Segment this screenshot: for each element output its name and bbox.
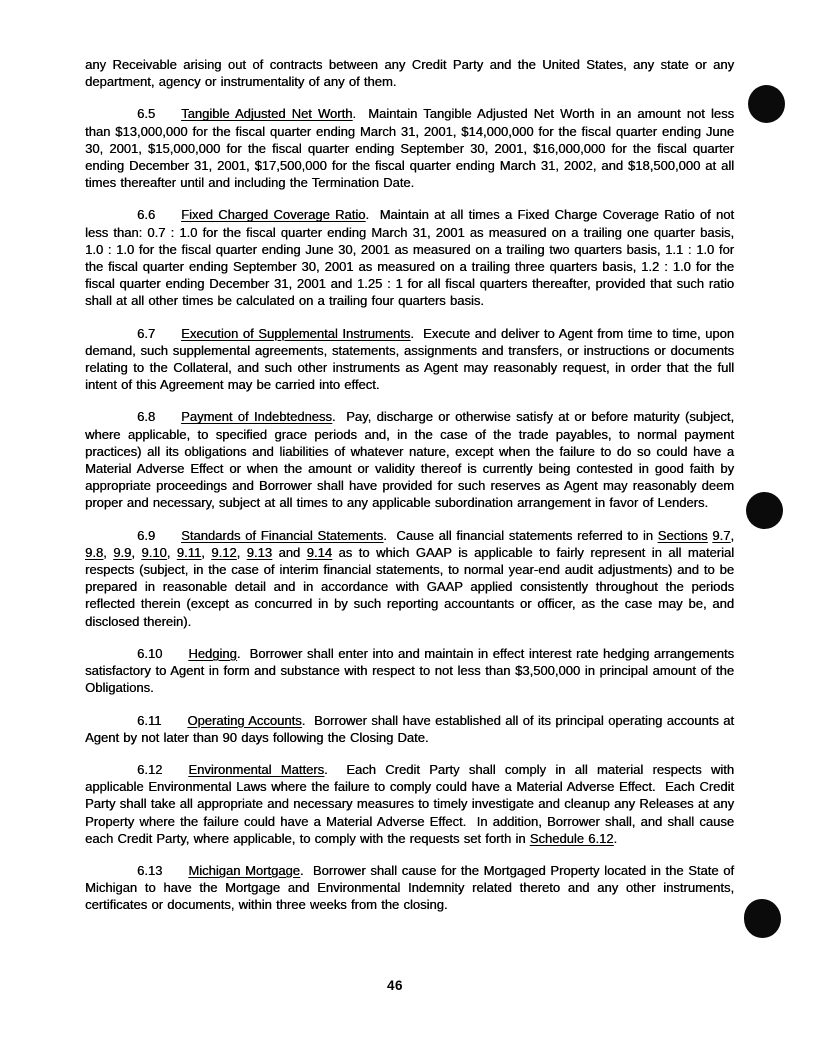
section-body [85,863,734,912]
body-text: . Each Credit Party shall comply in all material respects with applicable Environmental Laws where the failure to comply could have a Material Adverse Effect. Each Credit Party shall take all appropriate and necessary measures to timely investigate and cleanup any Releases at any Property where the failure could have a Material Adverse Effect. In addition, Borrower shall, and shall cause each Credit Party, where applicable, to comply with the requests set forth in [85,761,734,846]
section-heading: Michigan Mortgage [188,862,300,878]
body-text: , [201,544,212,560]
body-text: . Borrower shall cause for the Mortgaged Property located in the State of Michigan to have the Mortgage and Environmental Indemnity related thereto and any other instruments, certificates or documents, within three weeks from the closing. [85,862,734,913]
hole-punch-mark-top [748,85,785,123]
underlined-reference: 9.14 [306,544,332,560]
section-body [85,409,734,510]
section-heading: Standards of Financial Statements [181,527,384,543]
section-number: 6.12 [137,761,163,777]
body-text: and [271,544,307,560]
section-6-7 [85,325,734,394]
hole-punch-mark-bottom [744,899,781,938]
section-number: 6.7 [137,325,156,341]
underlined-reference: Schedule 6.12 [529,830,614,846]
section-heading: Environmental Matters [188,761,325,777]
body-text: . Maintain at all times a Fixed Charge Coverage Ratio of not less than: 0.7 : 1.0 for the fiscal quarter ending March 31, 2001 as measured on a trailing one quarter basis, 1.0 : 1.0 for the fiscal quarter ending June 30, 2001 as measured on a trailing two quarters basis, 1.1 : 1.0 for the fiscal quarter ending September 30, 2001 as measured on a trailing three quarters basis, 1.2 : 1.0 for the fiscal quarter ending December 31, 2001 and 1.25 : 1 for all fiscal quarters thereafter, provided that such ratio shall at all other times be calculated on a trailing four quarters basis. [85,207,734,309]
body-text: , [103,544,114,560]
document-body [85,56,734,929]
section-heading: Execution of Supplemental Instruments [181,325,411,341]
underlined-reference: Sections [657,527,708,543]
underlined-reference: 9.9 [113,544,132,560]
section-6-10 [85,645,734,697]
section-number: 6.11 [137,712,162,728]
body-text: . Borrower shall have established all of its principal operating accounts at Agent by not later than 90 days following the Closing Date. [85,712,734,745]
section-body [85,207,734,308]
body-text: . Execute and deliver to Agent from time to time, upon demand, such supplemental agreements, statements, assignments and transfers, or instructions or documents relating to the Collateral, and such other instruments as Agent may reasonably request, in order that the full intent of this Agreement may be carried into effect. [85,325,734,393]
body-text: . Maintain Tangible Adjusted Net Worth in an amount not less than $13,000,000 for the fiscal quarter ending March 31, 2001, $14,000,000 for the fiscal quarter ending June 30, 2001, $15,000,000 for the fiscal quarter ending September 30, 2001, $16,000,000 for the fiscal quarter ending December 31, 2001, $17,500,000 for the fiscal quarter ending March 31, 2002, and $18,500,000 at all times thereafter until and including the Termination Date. [85,106,734,191]
section-6-11 [85,712,734,746]
underlined-reference: 9.11 [176,544,202,560]
intro-paragraph: any Receivable arising out of contracts between any Credit Party and the United States, any state or any department, agency or instrumentality of any of them. [85,57,734,90]
section-number: 6.9 [137,527,156,543]
underlined-reference: 9.10 [141,544,167,560]
body-text: . Borrower shall enter into and maintain in effect interest rate hedging arrangements satisfactory to Agent in form and substance with respect to not less than $3,500,000 in principal amount of the Obligations. [85,645,734,696]
section-6-12 [85,761,734,847]
underlined-reference: 9.7 [712,527,731,543]
section-heading: Tangible Adjusted Net Worth [181,106,353,122]
section-body [85,646,734,695]
section-heading: Hedging [188,645,237,661]
body-text: , [166,544,177,560]
page-number: 46 [386,978,404,993]
section-number: 6.10 [137,645,163,661]
section-number: 6.8 [137,409,156,425]
body-text: as to which GAAP is applicable to fairly represent in all material respects (subject, in the case of interim financial statements, to normal year-end audit adjustments) and to be prepared in reasonable detail and in accordance with GAAP applied consistently throughout the periods reflected therein (except as concurred in by such reporting accountants or officer, as the case may be, and disclosed therein). [85,544,735,629]
section-6-8 [85,408,734,511]
section-body [85,762,734,846]
section-heading: Fixed Charged Coverage Ratio [181,207,366,223]
body-text: , [730,527,734,543]
section-6-13 [85,862,734,914]
section-number: 6.13 [137,862,163,878]
section-heading: Operating Accounts [187,712,302,728]
body-text: , [236,544,247,560]
section-number: 6.5 [137,106,156,122]
underlined-reference: 9.12 [211,544,237,560]
section-6-9 [85,527,734,630]
body-text: , [131,544,142,560]
underlined-reference: 9.8 [85,544,104,560]
section-6-5 [85,105,734,191]
section-number: 6.6 [137,207,156,223]
section-body [85,713,734,745]
section-6-6 [85,206,734,309]
hole-punch-mark-middle [746,492,783,529]
body-text: . Pay, discharge or otherwise satisfy at or before maturity (subject, where applicable, to specified grace periods and, in the case of the trade payables, to normal payment practices) all its obligations and liabilities of whatever nature, except when the failure to do so could have a Material Adverse Effect or when the amount or validity thereof is currently being contested in good faith by appropriate proceedings and Borrower shall have provided for such reserves as Agent may reasonably deem proper and necessary, subject at all times to any applicable subordination arrangement in favor of Lenders. [85,409,734,511]
section-heading: Payment of Indebtedness [181,409,332,425]
underlined-reference: 9.13 [246,544,272,560]
body-text: . Cause all financial statements referred to in [383,527,658,543]
body-text: . [613,830,618,846]
